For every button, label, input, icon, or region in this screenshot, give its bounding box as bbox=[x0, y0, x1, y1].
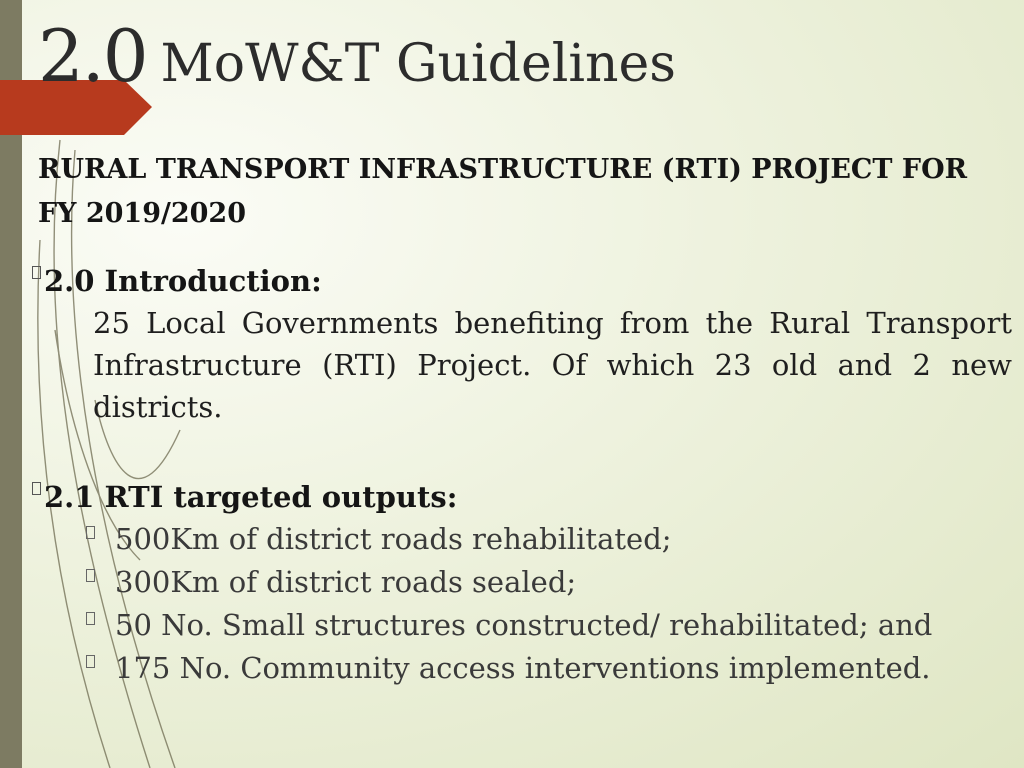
bullet-icon bbox=[32, 266, 41, 279]
bullet-icon bbox=[86, 655, 95, 668]
project-subtitle: RURAL TRANSPORT INFRASTRUCTURE (RTI) PROJECT FOR FY 2019/2020 bbox=[38, 154, 968, 229]
introduction-section bbox=[32, 260, 1012, 428]
list-item bbox=[86, 518, 1012, 561]
bullet-icon bbox=[86, 612, 95, 625]
title-number: 2.0 bbox=[38, 14, 147, 98]
list-item bbox=[86, 647, 1012, 690]
list-item-text: 50 No. Small structures constructed/ rehabilitated; and bbox=[115, 608, 933, 642]
bullet-icon bbox=[86, 569, 95, 582]
bullet-icon bbox=[86, 526, 95, 539]
list-item bbox=[86, 561, 1012, 604]
list-item-text: 175 No. Community access interventions implemented. bbox=[115, 651, 931, 685]
title-text: MoW&T Guidelines bbox=[160, 34, 676, 94]
introduction-heading-label: 2.0 Introduction: bbox=[44, 264, 322, 298]
outputs-heading-label: 2.1 RTI targeted outputs: bbox=[44, 480, 458, 514]
outputs-section bbox=[32, 476, 1012, 690]
list-item bbox=[86, 604, 1012, 647]
introduction-heading bbox=[32, 260, 1012, 302]
list-item-text: 300Km of district roads sealed; bbox=[115, 565, 577, 599]
page-title bbox=[38, 14, 676, 98]
outputs-list bbox=[32, 518, 1012, 690]
list-item-text: 500Km of district roads rehabilitated; bbox=[115, 522, 672, 556]
outputs-heading bbox=[32, 476, 1012, 518]
introduction-body: 25 Local Governments benefiting from the Rural Transport Infrastructure (RTI) Project. Of which 23 old and 2 new districts. bbox=[93, 306, 1012, 424]
bullet-icon bbox=[32, 482, 41, 495]
